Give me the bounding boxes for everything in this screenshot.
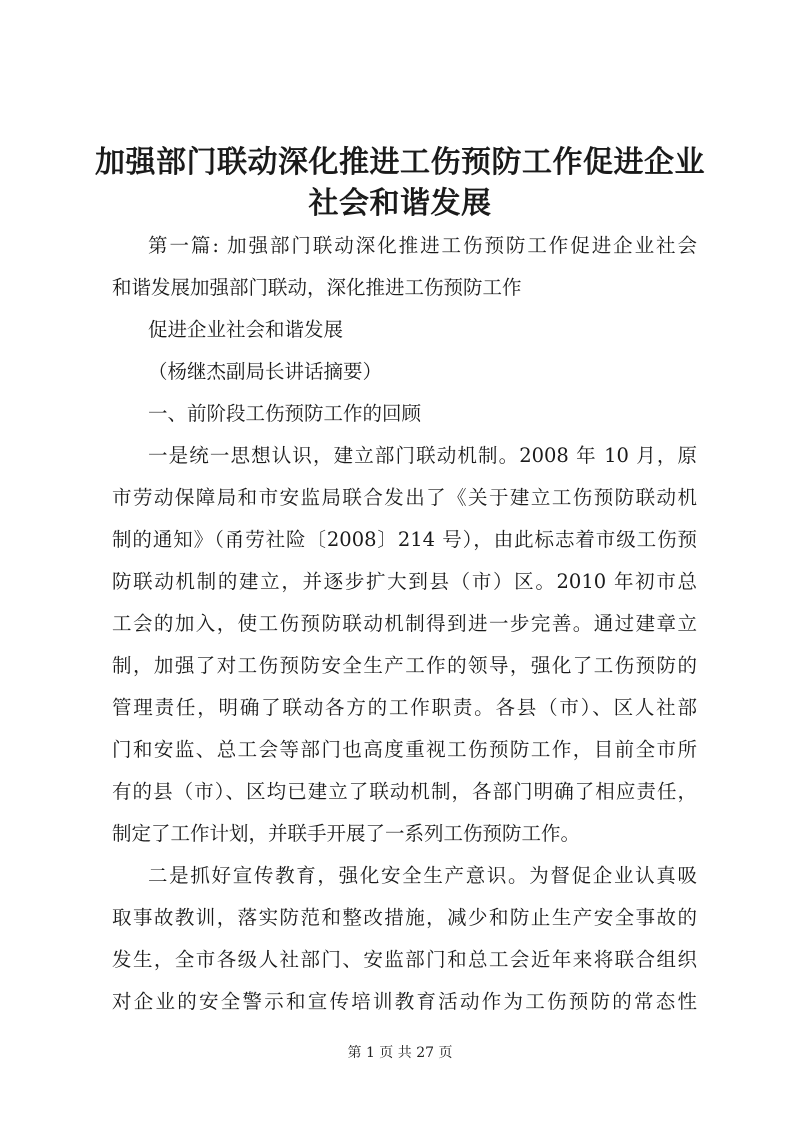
document-title-line-1: 加强部门联动深化推进工伤预防工作促进企业 [95, 145, 705, 180]
body-line: 二是抓好宣传教育，强化安全生产意识。为督促企业认真吸 [148, 864, 697, 887]
body-line: 制的通知》（甬劳社险〔2008〕214 号），由此标志着市级工伤预 [112, 528, 697, 551]
body-line: 市劳动保障局和市安监局联合发出了《关于建立工伤预防联动机 [112, 486, 697, 509]
section-heading: 一、前阶段工伤预防工作的回顾 [148, 402, 422, 425]
page-number: 第 1 页 共 27 页 [347, 1045, 453, 1061]
body-line: 防联动机制的建立，并逐步扩大到县（市）区。2010 年初市总 [112, 570, 697, 593]
body-line: 制定了工作计划，并联手开展了一系列工伤预防工作。 [112, 822, 581, 845]
body-line: 第一篇: 加强部门联动深化推进工伤预防工作促进企业社会 [148, 234, 697, 257]
body-line: 促进企业社会和谐发展 [148, 318, 344, 341]
body-line: 取事故教训，落实防范和整改措施，减少和防止生产安全事故的 [112, 906, 697, 929]
body-line: 门和安监、总工会等部门也高度重视工伤预防工作，目前全市所 [112, 738, 697, 761]
body-line: 管理责任，明确了联动各方的工作职责。各县（市）、区人社部 [112, 696, 697, 719]
body-line: 制，加强了对工伤预防安全生产工作的领导，强化了工伤预防的 [112, 654, 697, 677]
body-line: 一是统一思想认识，建立部门联动机制。2008 年 10 月，原 [148, 444, 697, 467]
body-line: 和谐发展加强部门联动，深化推进工伤预防工作 [112, 276, 522, 299]
body-line: 对企业的安全警示和宣传培训教育活动作为工伤预防的常态性 [112, 990, 697, 1013]
body-line: 有的县（市）、区均已建立了联动机制，各部门明确了相应责任， [112, 780, 697, 803]
document-title-line-2: 社会和谐发展 [308, 186, 492, 221]
body-line: 发生，全市各级人社部门、安监部门和总工会近年来将联合组织 [112, 948, 697, 971]
body-line: 工会的加入，使工伤预防联动机制得到进一步完善。通过建章立 [112, 612, 697, 635]
body-line: （杨继杰副局长讲话摘要） [148, 360, 383, 383]
